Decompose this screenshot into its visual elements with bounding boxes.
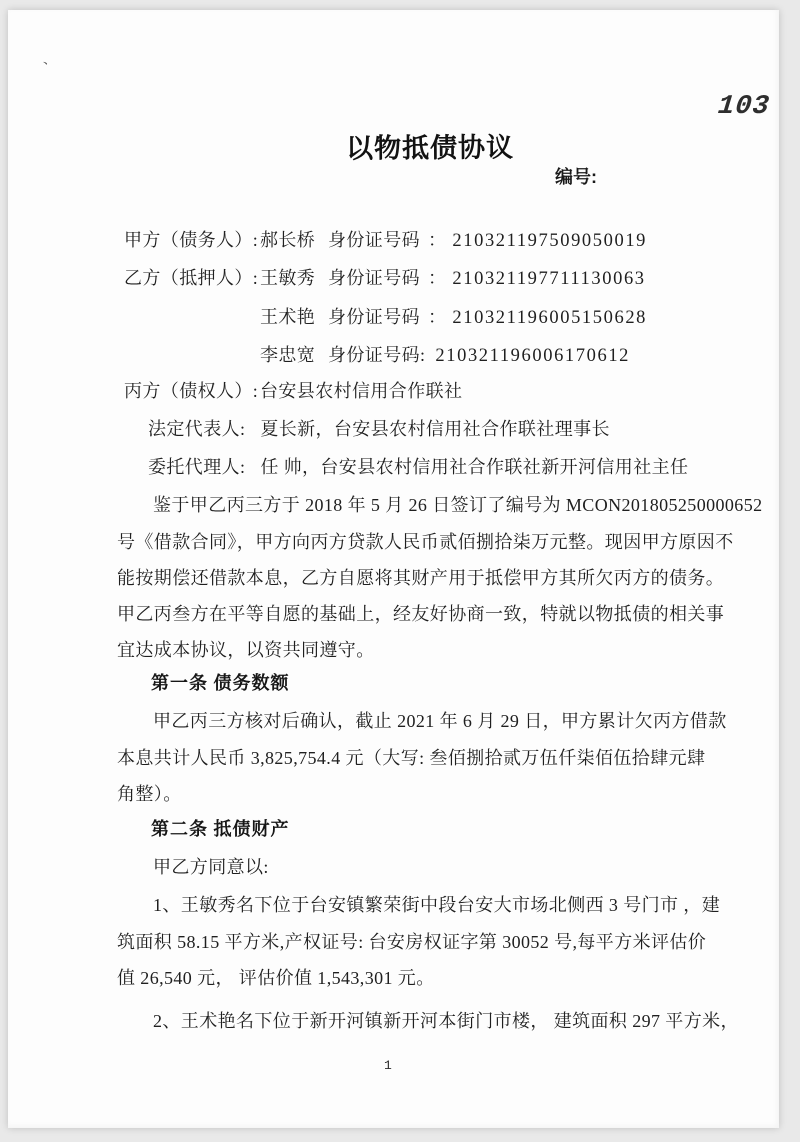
section2-item1-line-3: 值 26,540 元， 评估价值 1,543,301 元。 [117, 968, 435, 988]
party-name: 王敏秀 [260, 268, 316, 288]
id-colon: ： [428, 268, 447, 288]
party-row-c [124, 379, 462, 403]
party-row-b2 [260, 305, 647, 330]
section1-heading: 第一条 债务数额 [151, 673, 290, 693]
preamble-line-5: 宜达成本协议，以资共同遵守。 [117, 640, 375, 660]
ink-corner-mark: 、 [40, 49, 57, 68]
party-row-b1 [124, 266, 646, 291]
id-number-label: 身份证号码: [328, 345, 426, 365]
id-number-value: 210321197711130063 [452, 269, 646, 289]
party-name: 郝长桥 [260, 230, 316, 250]
section2-item2-line-1: 2、王术艳名下位于新开河镇新开河本街门市楼， 建筑面积 297 平方米， [153, 1011, 739, 1031]
preamble-line-1: 鉴于甲乙丙三方于 2018 年 5 月 26 日签订了编号为 MCON201805250000652 [153, 495, 763, 515]
section2-intro: 甲乙方同意以: [153, 857, 269, 877]
id-number-label: 身份证号码 [328, 230, 420, 250]
party-name: 台安县农村信用合作联社 [260, 381, 463, 401]
id-colon: ： [428, 307, 447, 327]
document-title: 以物抵债协议 [345, 132, 515, 164]
section2-heading: 第二条 抵债财产 [151, 819, 290, 839]
legal-representative-value: 夏长新，台安县农村信用社合作联社理事长 [260, 419, 610, 439]
id-number-value: 210321196006170612 [435, 346, 631, 366]
legal-representative-label: 法定代表人: [148, 419, 246, 439]
preamble-line-3: 能按期偿还借款本息，乙方自愿将其财产用于抵偿甲方其所欠丙方的债务。 [117, 568, 725, 588]
party-role-label: 丙方（债权人）: [124, 381, 259, 401]
id-number-value: 210321196005150628 [452, 308, 648, 328]
section2-item1-line-1: 1、王敏秀名下位于台安镇繁荣街中段台安大市场北侧西 3 号门市 ，建 [153, 895, 721, 915]
id-number-label: 身份证号码 [328, 307, 420, 327]
legal-representative-line [148, 417, 610, 441]
preamble-line-4: 甲乙丙叁方在平等自愿的基础上，经友好协商一致，特就以物抵债的相关事 [117, 604, 725, 624]
entrusted-agent-line [148, 455, 688, 479]
archive-page-number-stamp: 103 [716, 92, 772, 122]
party-role-label: 甲方（债务人）: [124, 230, 259, 250]
section1-line-3: 角整）。 [117, 784, 182, 804]
id-number-label: 身份证号码 [328, 268, 420, 288]
party-row-a [124, 228, 647, 253]
entrusted-agent-value: 任 帅，台安县农村信用社合作联社新开河信用社主任 [260, 457, 689, 477]
id-colon: ： [428, 230, 447, 250]
section1-line-2: 本息共计人民币 3,825,754.4 元（大写: 叁佰捌拾贰万伍仟柒佰伍拾肆元肆 [117, 748, 706, 768]
party-row-b3 [260, 343, 630, 368]
party-role-label: 乙方（抵押人）: [124, 268, 259, 288]
party-name: 李忠宽 [260, 345, 316, 365]
entrusted-agent-label: 委托代理人: [148, 457, 246, 477]
party-name: 王术艳 [260, 307, 316, 327]
footer-page-number: 1 [384, 1058, 392, 1073]
preamble-line-2: 号《借款合同》，甲方向丙方贷款人民币贰佰捌拾柒万元整。现因甲方原因不 [117, 532, 734, 552]
section2-item1-line-2: 筑面积 58.15 平方米,产权证号: 台安房权证字第 30052 号,每平方米评估价 [117, 932, 707, 952]
section1-line-1: 甲乙丙三方核对后确认，截止 2021 年 6 月 29 日，甲方累计欠丙方借款 [153, 711, 727, 731]
document-number-label: 编号: [555, 167, 597, 187]
id-number-value: 210321197509050019 [452, 231, 648, 251]
scanned-document-page [8, 10, 779, 1128]
